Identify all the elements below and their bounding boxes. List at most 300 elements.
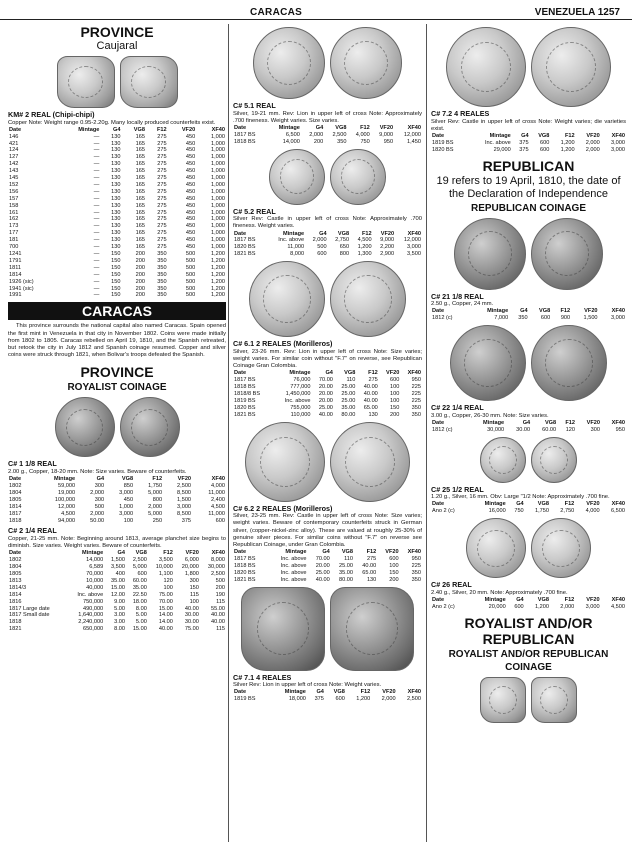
table-cell: —	[93, 264, 100, 271]
table-cell: 157	[9, 195, 19, 202]
table-cell: 600	[390, 377, 400, 384]
coin-image	[454, 218, 526, 290]
table-row	[233, 132, 422, 139]
table-header-row	[431, 133, 626, 140]
table-cell: 200	[390, 411, 400, 418]
table-cell: 1814/3	[9, 584, 27, 591]
table-cell: 22.50	[132, 591, 147, 598]
coin-image	[531, 677, 577, 723]
table-cell: 1816	[9, 598, 22, 605]
table-row	[8, 592, 226, 599]
coin-image	[531, 325, 607, 401]
coin-images	[431, 437, 626, 483]
table-cell: 1820 BS	[234, 244, 256, 251]
table-cell: Inc. above	[280, 562, 307, 569]
table-cell: 70,000	[86, 571, 104, 578]
table-cell: 1,000	[211, 154, 225, 161]
table-cell: 115	[216, 598, 225, 605]
table-cell: 755,000	[290, 404, 311, 411]
table-cell: 375	[519, 139, 529, 146]
coin-image	[120, 397, 180, 457]
column-header: VF20	[586, 132, 600, 139]
table-row	[8, 251, 226, 258]
column-header: G4	[113, 126, 121, 133]
table-cell: 800	[339, 251, 350, 258]
table-row	[8, 237, 226, 244]
coin-image	[330, 422, 410, 502]
column-header: G4	[315, 124, 324, 131]
table-cell: 150	[111, 292, 121, 299]
table-cell: 6,500	[611, 508, 625, 515]
coin-images	[431, 518, 626, 578]
table-cell: Inc. above	[280, 556, 307, 563]
column-header: VF20	[181, 126, 196, 133]
table-cell: 130	[111, 223, 121, 230]
table-cell: 3,500	[111, 564, 125, 571]
table-cell: 1804	[9, 564, 22, 571]
table-cell: 8,000	[290, 251, 305, 258]
table-cell: Inc. above	[77, 591, 104, 598]
table-cell: 700	[9, 244, 19, 251]
coin-description: 2.40 g., Silver, 20 mm. Note: Approximately .700 fine.	[431, 589, 568, 596]
price-table	[233, 689, 422, 703]
table-cell: 1814	[9, 503, 22, 510]
table-row	[233, 377, 422, 384]
column-header: F12	[366, 549, 377, 556]
catalog-number: C# 26 REAL	[431, 580, 472, 590]
table-cell: 1,500	[583, 315, 598, 322]
table-cell: 2,000	[309, 131, 324, 138]
table-row	[8, 578, 226, 585]
table-cell: Inc. above	[280, 569, 307, 576]
coin-description: Silver, 19-21 mm. Rev: Lion in upper left of cross Note: Approximately .700 fineness. Weight varies. Size varies.	[233, 110, 422, 124]
column-header: VG8	[537, 596, 549, 603]
column-header: Mintage	[285, 549, 307, 556]
coin-image	[480, 437, 526, 483]
table-cell: 600	[335, 696, 345, 703]
column-header: F12	[564, 596, 575, 603]
table-cell: 35.00	[111, 577, 125, 584]
table-cell: 600	[389, 556, 399, 563]
price-table	[8, 476, 226, 524]
table-cell: —	[93, 181, 100, 188]
table-cell: 490,000	[82, 605, 104, 612]
column-header: Date	[432, 308, 445, 315]
coin-images	[233, 422, 422, 502]
table-cell: 450	[185, 230, 196, 237]
table-cell: 200	[389, 576, 399, 583]
table-cell: 450	[185, 140, 196, 147]
table-cell: —	[93, 133, 100, 140]
table-cell: —	[93, 216, 100, 223]
column-header: VF20	[586, 419, 600, 426]
table-cell: 1,000	[211, 175, 225, 182]
table-cell: 1,200	[211, 285, 225, 292]
table-cell: 3.00	[114, 619, 125, 626]
catalog-number: C# 25 1/2 REAL	[431, 484, 484, 494]
column-header: Mintage	[278, 124, 300, 131]
table-row	[8, 626, 226, 633]
table-cell: 600	[540, 139, 550, 146]
table-cell: 375	[314, 696, 324, 703]
table-cell: —	[93, 140, 100, 147]
catalog-number: C# 6.2 2 REALES (Morilleros)	[233, 503, 333, 513]
table-cell: 450	[185, 237, 196, 244]
price-table	[233, 125, 422, 146]
column-header: F12	[163, 550, 173, 557]
table-cell: 1812 (c)	[432, 426, 453, 433]
table-cell: 190	[215, 591, 225, 598]
table-cell: 19,000	[58, 489, 76, 496]
table-cell: —	[93, 244, 100, 251]
table-cell: 200	[135, 264, 145, 271]
table-cell: 6,589	[89, 564, 104, 571]
table-cell: —	[93, 209, 100, 216]
table-cell: 200	[215, 584, 225, 591]
catalog-number: C# 7.1 4 REALES	[233, 672, 292, 682]
table-cell: 2,500	[177, 482, 192, 489]
table-cell: —	[93, 278, 100, 285]
coin-image	[330, 149, 386, 205]
table-cell: 130	[111, 202, 121, 209]
table-cell: —	[93, 292, 100, 299]
table-cell: 500	[317, 244, 327, 251]
table-cell: 777,000	[290, 384, 311, 391]
table-cell: 450	[185, 154, 196, 161]
price-table	[431, 420, 626, 434]
column-header: VG8	[537, 501, 549, 508]
column-header: Mintage	[484, 596, 506, 603]
table-cell: 350	[157, 257, 167, 264]
table-cell: 165	[135, 188, 145, 195]
table-row	[431, 508, 626, 515]
table-cell: 100	[390, 397, 400, 404]
province-subtitle: Caujaral	[96, 40, 138, 52]
table-cell: 275	[157, 140, 167, 147]
coin-description: Silver, 23-26 mm. Rev: Lion in upper left of cross Note: Size varies; weight varies. For similar coin without "F.7" on reverse, see Republican Coinage Gran Colombia.	[233, 348, 422, 370]
table-row	[431, 315, 626, 322]
table-cell: 2,500	[132, 557, 147, 564]
table-cell: 4,000	[355, 131, 370, 138]
price-table	[8, 127, 226, 300]
table-cell: 65.00	[363, 404, 378, 411]
running-head-page: VENEZUELA 1257	[534, 7, 620, 18]
table-cell: 110	[346, 377, 356, 384]
table-row	[8, 292, 226, 299]
table-cell: 500	[185, 285, 196, 292]
column-header: VG8	[341, 549, 354, 556]
table-cell: 1818 BS	[234, 562, 256, 569]
table-cell: 275	[157, 147, 167, 154]
table-cell: 150	[111, 278, 121, 285]
table-cell: 200	[135, 271, 145, 278]
table-cell: 1,000	[211, 237, 225, 244]
table-cell: 115	[216, 626, 225, 633]
table-cell: 5,000	[148, 510, 163, 517]
coin-description: 1.20 g., Silver, 16 mm. Obv: Large "1/2 Note: Approximately .700 fine.	[431, 494, 610, 501]
table-cell: 850	[123, 482, 134, 489]
table-cell: 80.00	[341, 411, 356, 418]
table-cell: 1941 (sic)	[9, 285, 34, 292]
table-cell: 165	[135, 244, 145, 251]
table-cell: 350	[157, 271, 167, 278]
table-cell: 1,200	[211, 271, 225, 278]
coin-description: Silver Rev: Castle in upper left of cross Note: Approximately .700 fineness. Weight varies.	[233, 216, 422, 230]
table-cell: 130	[111, 168, 121, 175]
price-table	[431, 133, 626, 154]
column-header: Date	[9, 550, 22, 557]
table-cell: —	[93, 237, 100, 244]
table-cell: 350	[157, 251, 167, 258]
table-row	[233, 139, 422, 146]
price-table	[233, 231, 422, 259]
table-row	[8, 286, 226, 293]
table-cell: 750	[360, 138, 370, 145]
running-head-title: CARACAS	[250, 7, 303, 18]
table-row	[8, 223, 226, 230]
table-cell: 275	[157, 202, 167, 209]
column-header: XF40	[611, 596, 625, 603]
table-cell: 2,900	[380, 251, 395, 258]
table-cell: 450	[185, 195, 196, 202]
table-cell: 25.00	[341, 384, 356, 391]
table-cell: 275	[157, 168, 167, 175]
table-cell: 124	[9, 147, 19, 154]
column-header: XF40	[611, 308, 625, 315]
table-cell: 1820 BS	[234, 404, 256, 411]
column-header: XF40	[611, 419, 625, 426]
price-table	[233, 549, 422, 584]
table-cell: 1,750	[534, 508, 549, 515]
column-header: Mintage	[289, 370, 311, 377]
table-cell: 5,000	[132, 564, 147, 571]
coin-images	[431, 325, 626, 401]
table-cell: 500	[185, 292, 196, 299]
table-cell: 59,000	[58, 482, 76, 489]
table-cell: 5.00	[135, 612, 147, 619]
table-cell: 20,000	[488, 603, 506, 610]
table-cell: 1817	[9, 510, 22, 517]
table-cell: 1814	[9, 591, 22, 598]
royalist-republican-coinage-title: ROYALIST AND/OR REPUBLICAN COINAGE	[448, 648, 609, 673]
table-cell: 1,000	[211, 188, 225, 195]
table-cell: 130	[111, 140, 121, 147]
table-cell: 165	[135, 223, 145, 230]
table-row	[233, 563, 422, 570]
table-cell: 1802	[9, 482, 22, 489]
table-row	[8, 134, 226, 141]
table-cell: 1821	[9, 626, 22, 633]
table-cell: 275	[157, 237, 167, 244]
table-cell: 421	[9, 140, 19, 147]
table-row	[233, 384, 422, 391]
table-cell: 25.00	[339, 562, 354, 569]
column-header: G4	[319, 230, 327, 237]
table-cell: 275	[157, 244, 167, 251]
column-header: F12	[564, 501, 575, 508]
table-cell: 6,500	[285, 131, 300, 138]
table-cell: —	[93, 168, 100, 175]
table-row	[8, 161, 226, 168]
table-header-row	[233, 231, 422, 238]
table-cell: 1,200	[560, 139, 575, 146]
table-row	[431, 147, 626, 154]
table-cell: 1,000	[211, 168, 225, 175]
table-cell: 225	[411, 397, 421, 404]
table-row	[8, 216, 226, 223]
table-cell: 1,000	[211, 147, 225, 154]
column-header: Date	[432, 419, 445, 426]
table-cell: 650,000	[82, 626, 104, 633]
column-header: VG8	[544, 419, 557, 426]
table-row	[233, 237, 422, 244]
table-cell: 115	[189, 591, 199, 598]
table-cell: 1812 (c)	[432, 315, 453, 322]
table-cell: Ano 2 (c)	[432, 603, 455, 610]
table-cell: 165	[135, 168, 145, 175]
catalog-number: C# 2 1/4 REAL	[8, 526, 57, 536]
column-header: VG8	[135, 550, 147, 557]
table-cell: 1,000	[119, 503, 134, 510]
column-header: XF40	[407, 124, 421, 131]
catalog-number: C# 7.2 4 REALES	[431, 109, 490, 118]
column-header: VG8	[539, 308, 551, 315]
table-cell: 1,200	[534, 603, 549, 610]
table-cell: 165	[135, 195, 145, 202]
column-header: VF20	[586, 501, 600, 508]
table-cell: 18,000	[288, 696, 306, 703]
table-cell: 40.00	[318, 411, 333, 418]
coin-image	[55, 397, 115, 457]
table-cell: 1241	[9, 251, 22, 258]
table-cell: —	[93, 285, 100, 292]
column-header: VG8	[133, 126, 145, 133]
table-cell: 1805	[9, 496, 22, 503]
table-cell: —	[93, 147, 100, 154]
table-cell: 2,400	[211, 496, 225, 503]
table-cell: 162	[9, 216, 19, 223]
table-row	[8, 619, 226, 626]
table-cell: 1813	[9, 577, 22, 584]
table-cell: 130	[111, 244, 121, 251]
column-header: Date	[234, 230, 247, 237]
coin-image	[531, 518, 591, 578]
catalog-number: KM# 2 REAL (Chipi-chipi)	[8, 110, 95, 119]
table-cell: 1,000	[211, 140, 225, 147]
table-cell: 1791	[9, 257, 22, 264]
coin-images	[233, 261, 422, 337]
column-header: VF20	[379, 124, 394, 131]
table-cell: 150	[390, 404, 400, 411]
table-cell: 2,000	[312, 237, 327, 244]
column-header: G4	[325, 370, 333, 377]
table-cell: 275	[157, 161, 167, 168]
table-cell: 130	[111, 188, 121, 195]
column-divider	[426, 24, 427, 842]
table-cell: 450	[185, 223, 196, 230]
table-cell: 12,000	[403, 131, 421, 138]
column-header: Date	[9, 476, 22, 483]
coin-image	[330, 27, 402, 99]
table-cell: 20.00	[318, 390, 333, 397]
coin-image	[480, 677, 526, 723]
table-header-row	[431, 597, 626, 604]
table-cell: 40.00	[211, 612, 225, 619]
table-cell: 1,200	[211, 257, 225, 264]
table-cell: 161	[9, 209, 19, 216]
table-cell: 60.00	[132, 577, 147, 584]
column-header: Date	[234, 689, 247, 696]
column-header: VG8	[337, 230, 350, 237]
column-header: G4	[516, 501, 524, 508]
table-row	[233, 251, 422, 258]
table-cell: 3,000	[611, 146, 625, 153]
table-cell: 275	[157, 195, 167, 202]
table-cell: 750	[514, 508, 524, 515]
table-cell: 350	[411, 404, 421, 411]
table-cell: 150	[111, 271, 121, 278]
table-cell: 350	[157, 278, 167, 285]
table-cell: 5,000	[148, 489, 163, 496]
table-cell: 8,000	[211, 557, 225, 564]
table-row	[8, 518, 226, 525]
table-cell: 120	[163, 577, 173, 584]
table-row	[233, 398, 422, 405]
table-cell: 200	[135, 257, 145, 264]
column-header: XF40	[611, 501, 625, 508]
table-cell: 165	[135, 202, 145, 209]
table-cell: 1818 BS	[234, 138, 256, 145]
table-header-row	[8, 127, 226, 134]
table-row	[8, 244, 226, 251]
table-cell: 2,000	[90, 489, 105, 496]
table-cell: —	[93, 188, 100, 195]
column-header: Date	[432, 596, 445, 603]
table-cell: —	[93, 223, 100, 230]
column-header: Mintage	[82, 550, 104, 557]
column-header: XF40	[211, 476, 225, 483]
table-row	[8, 606, 226, 613]
coin-images	[8, 397, 226, 457]
table-cell: 1804	[9, 489, 22, 496]
table-cell: 2,750	[560, 508, 575, 515]
table-cell: 30.00	[516, 426, 531, 433]
column-header: Mintage	[284, 689, 306, 696]
column-header: XF40	[407, 230, 421, 237]
column-header: VF20	[385, 549, 399, 556]
table-cell: 200	[135, 292, 145, 299]
catalog-number: C# 5.1 REAL	[233, 101, 276, 110]
column-header: Mintage	[489, 132, 511, 139]
column-header: Mintage	[282, 230, 305, 237]
table-cell: 1,450,000	[285, 390, 311, 397]
column-header: Date	[432, 132, 445, 139]
table-cell: 9.00	[114, 598, 125, 605]
table-cell: 165	[135, 147, 145, 154]
table-row	[8, 557, 226, 564]
table-header-row	[233, 689, 422, 696]
table-cell: 25.00	[315, 569, 330, 576]
table-cell: 1,750	[148, 482, 163, 489]
table-cell: 4,000	[211, 482, 225, 489]
table-cell: 1,000	[211, 230, 225, 237]
coin-images	[431, 27, 626, 107]
coin-image	[120, 56, 178, 108]
table-cell: 450	[185, 147, 196, 154]
column-header: F12	[560, 308, 571, 315]
table-cell: 5.00	[114, 605, 125, 612]
table-cell: 158	[9, 202, 19, 209]
